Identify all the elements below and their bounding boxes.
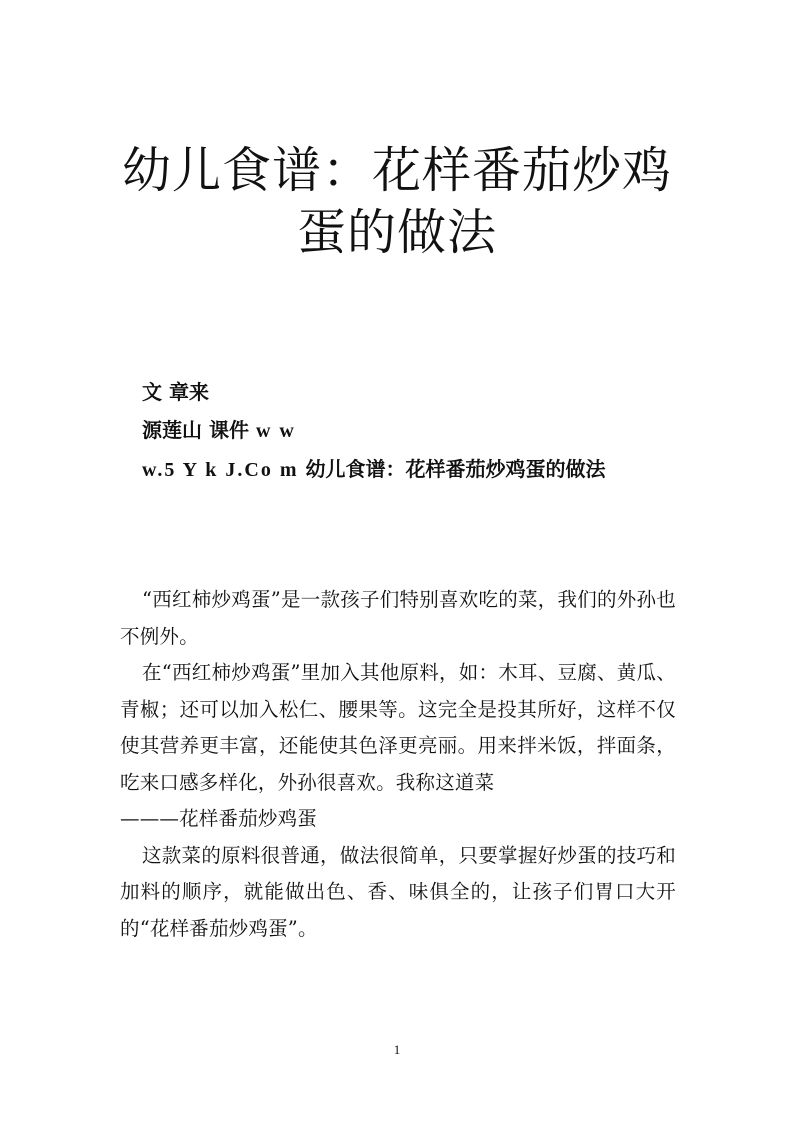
source-url-part-2: w.5 Y k J.Co m bbox=[142, 459, 299, 481]
paragraph-3: 这款菜的原料很普通，做法很简单，只要掌握好炒蛋的技巧和加料的顺序，就能做出色、香、味俱全的，让孩子们胃口大开的“花样番茄炒鸡蛋”。 bbox=[120, 843, 676, 940]
paragraph-2: 在“西红柿炒鸡蛋”里加入其他原料，如：木耳、豆腐、黄瓜、青椒；还可以加入松仁、腰果等。这完全是投其所好，这样不仅使其营养更丰富，还能使其色泽更亮丽。用来拌米饭，拌面条，吃来口感多样化，外孙很喜欢。我称这道菜 bbox=[120, 661, 676, 794]
title-line-2: 蛋的做法 bbox=[296, 204, 497, 261]
dish-name-line: ———花样番茄炒鸡蛋 bbox=[120, 807, 318, 830]
page-number: 1 bbox=[393, 1042, 401, 1057]
source-info bbox=[142, 373, 702, 489]
source-text-1: 文 章来 bbox=[142, 380, 209, 404]
source-url-part-1: w w bbox=[255, 420, 296, 442]
source-text-2: 源莲山 课件 bbox=[142, 418, 256, 442]
paragraph-1: “西红柿炒鸡蛋”是一款孩子们特别喜欢吃的菜，我们的外孙也不例外。 bbox=[120, 588, 676, 648]
title-line-1: 幼儿食谱：花样番茄炒鸡 bbox=[121, 142, 672, 199]
article-body bbox=[120, 582, 676, 947]
document-title bbox=[100, 140, 694, 264]
source-line-3 bbox=[142, 450, 702, 489]
source-line-1 bbox=[142, 373, 702, 411]
source-title-repeat: 幼儿食谱：花样番茄炒鸡蛋的做法 bbox=[298, 457, 606, 481]
source-line-2 bbox=[142, 411, 702, 450]
